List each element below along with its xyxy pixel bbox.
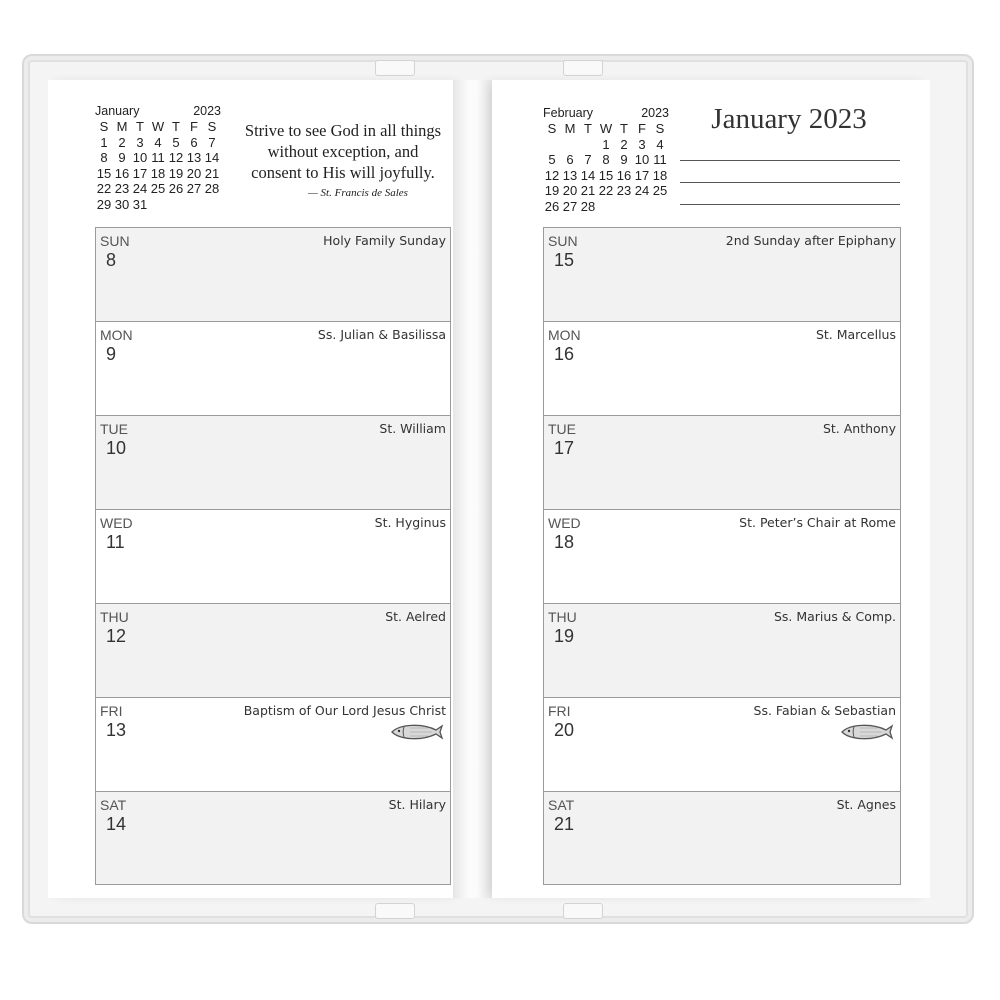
mini-calendar-day[interactable]: 22 [96, 181, 112, 196]
feast-label: St. Hyginus [374, 515, 446, 530]
note-line[interactable] [680, 204, 900, 205]
weekday-header: W [151, 119, 165, 134]
fish-icon [388, 722, 444, 746]
mini-calendar-day[interactable]: 31 [132, 196, 148, 212]
weekday-header: T [620, 121, 628, 136]
feast-label: 2nd Sunday after Epiphany [725, 233, 896, 248]
mini-calendar-day[interactable]: 12 [544, 167, 560, 183]
weekday-header: T [584, 121, 592, 136]
mini-calendar-day[interactable]: 24 [132, 181, 148, 196]
note-line[interactable] [680, 160, 900, 161]
day-name: SAT [548, 797, 575, 813]
mini-calendar-day[interactable]: 30 [114, 196, 130, 212]
cover-tab-left-top [375, 60, 415, 76]
day-row-sat[interactable] [96, 792, 450, 884]
day-number: 14 [106, 814, 127, 834]
cover-tab-left-bottom [375, 903, 415, 919]
mini-calendar-day[interactable]: 3 [136, 134, 144, 150]
mini-calendar-day[interactable]: 18 [652, 167, 668, 183]
mini-calendar-day[interactable]: 28 [204, 181, 220, 196]
mini-calendar-month: February [543, 106, 594, 120]
day-name: WED [548, 515, 581, 531]
feast-label: St. Agnes [836, 797, 896, 812]
feast-label: St. Peter’s Chair at Rome [739, 515, 896, 530]
day-number: 15 [554, 250, 575, 270]
day-name: MON [548, 327, 581, 343]
weekday-header: S [655, 121, 665, 136]
mini-calendar-day[interactable]: 5 [548, 152, 556, 167]
mini-calendar-day[interactable]: 3 [638, 136, 646, 152]
day-number: 17 [554, 438, 575, 458]
mini-calendar-day[interactable]: 27 [562, 198, 578, 214]
mini-calendar-day[interactable]: 19 [168, 165, 184, 181]
empty-cell [561, 137, 579, 153]
day-number: 11 [106, 532, 125, 552]
mini-calendar-day[interactable]: 22 [598, 183, 614, 198]
mini-calendar-day[interactable]: 15 [598, 167, 614, 183]
day-name: MON [100, 327, 133, 343]
day-name: SUN [100, 233, 130, 249]
weekday-header: S [547, 121, 557, 136]
note-line[interactable] [680, 182, 900, 183]
mini-calendar-day[interactable]: 16 [114, 165, 130, 181]
mini-calendar-january [95, 104, 221, 212]
weekday-header: F [190, 119, 198, 134]
mini-calendar-day[interactable]: 24 [634, 183, 650, 198]
feast-label: St. Marcellus [815, 327, 896, 342]
mini-calendar-day[interactable]: 21 [204, 165, 220, 181]
day-name: TUE [548, 421, 576, 437]
mini-calendar-day[interactable]: 10 [634, 152, 650, 167]
empty-cell [579, 137, 597, 153]
mini-calendar-day[interactable]: 23 [114, 181, 130, 196]
mini-calendar-day[interactable]: 2 [118, 134, 126, 150]
feast-label: Ss. Marius & Comp. [773, 609, 896, 624]
planner-spine [453, 80, 492, 898]
mini-calendar-day[interactable]: 2 [620, 136, 628, 152]
day-row-wed[interactable] [544, 510, 900, 604]
day-name: FRI [100, 703, 123, 719]
day-number: 21 [554, 814, 575, 834]
mini-calendar-day[interactable]: 18 [150, 165, 166, 181]
mini-calendar-day[interactable]: 17 [132, 165, 148, 181]
quote-line: consent to His will joyfully. [251, 163, 435, 182]
mini-calendar-year: 2023 [193, 104, 221, 118]
mini-calendar-grid [543, 121, 669, 214]
mini-calendar-grid [95, 119, 221, 212]
mini-calendar-day[interactable]: 7 [208, 134, 216, 150]
day-number: 20 [554, 720, 575, 740]
day-name: SAT [100, 797, 127, 813]
cover-tab-right-bottom [563, 903, 603, 919]
weekday-header: S [99, 119, 109, 134]
weekday-header: M [564, 121, 576, 136]
mini-calendar-day[interactable]: 13 [562, 167, 578, 183]
day-row-tue[interactable] [544, 416, 900, 510]
mini-calendar-day[interactable]: 29 [96, 196, 112, 212]
day-row-thu[interactable] [96, 604, 450, 698]
day-name: WED [100, 515, 133, 531]
weekday-header: T [172, 119, 180, 134]
feast-label: St. Anthony [822, 421, 896, 436]
feast-label: St. William [379, 421, 446, 436]
mini-calendar-day[interactable]: 9 [118, 150, 126, 165]
day-row-fri[interactable] [96, 698, 450, 792]
day-number: 18 [554, 532, 575, 552]
feast-label: Holy Family Sunday [323, 233, 446, 248]
mini-calendar-day[interactable]: 15 [96, 165, 112, 181]
day-number: 13 [106, 720, 127, 740]
mini-calendar-day[interactable]: 11 [653, 152, 667, 167]
feast-label: St. Hilary [388, 797, 446, 812]
mini-calendar-day[interactable]: 14 [204, 150, 220, 165]
mini-calendar-day[interactable]: 25 [652, 183, 668, 198]
mini-calendar-year: 2023 [641, 106, 669, 120]
day-row-mon[interactable] [544, 322, 900, 416]
day-name: THU [100, 609, 129, 625]
mini-calendar-day[interactable]: 25 [150, 181, 166, 196]
day-row-sun[interactable] [544, 228, 900, 322]
mini-calendar-day[interactable]: 12 [168, 150, 184, 165]
weekday-header: S [207, 119, 217, 134]
fish-icon [838, 722, 894, 746]
mini-calendar-day[interactable]: 1 [100, 134, 108, 150]
mini-calendar-day[interactable]: 6 [190, 134, 198, 150]
mini-calendar-day[interactable]: 19 [544, 183, 560, 198]
day-name: FRI [548, 703, 571, 719]
weekday-header: T [136, 119, 144, 134]
feast-label: Baptism of Our Lord Jesus Christ [243, 703, 446, 718]
day-name: THU [548, 609, 577, 625]
mini-calendar-day[interactable]: 11 [151, 150, 165, 165]
day-name: TUE [100, 421, 128, 437]
day-number: 19 [554, 626, 575, 646]
day-row-sat[interactable] [544, 792, 900, 884]
mini-calendar-day[interactable]: 28 [580, 198, 596, 214]
mini-calendar-day[interactable]: 6 [566, 152, 574, 167]
daily-quote [228, 120, 458, 201]
quote-line: Strive to see God in all things [244, 121, 442, 140]
day-row-tue[interactable] [96, 416, 450, 510]
mini-calendar-day[interactable]: 14 [580, 167, 596, 183]
empty-cell [543, 137, 561, 153]
day-number: 9 [106, 344, 117, 364]
week-days-left [95, 227, 451, 885]
mini-calendar-day[interactable]: 27 [186, 181, 202, 196]
mini-calendar-day[interactable]: 20 [186, 165, 202, 181]
cover-tab-right-top [563, 60, 603, 76]
day-number: 16 [554, 344, 575, 364]
day-row-mon[interactable] [96, 322, 450, 416]
mini-calendar-day[interactable]: 23 [616, 183, 632, 198]
weekday-header: W [599, 121, 613, 136]
mini-calendar-day[interactable]: 5 [172, 134, 180, 150]
day-number: 8 [106, 250, 117, 270]
weekday-header: M [116, 119, 128, 134]
mini-calendar-day[interactable]: 1 [602, 136, 610, 152]
day-row-sun[interactable] [96, 228, 450, 322]
mini-calendar-day[interactable]: 26 [168, 181, 184, 196]
feast-label: Ss. Fabian & Sebastian [753, 703, 896, 718]
day-row-wed[interactable] [96, 510, 450, 604]
mini-calendar-day[interactable]: 26 [544, 198, 560, 214]
quote-attribution: — St. Francis de Sales [308, 187, 408, 199]
mini-calendar-day[interactable]: 10 [132, 150, 148, 165]
mini-calendar-day[interactable]: 16 [616, 167, 632, 183]
day-name: SUN [548, 233, 578, 249]
day-number: 10 [106, 438, 127, 458]
day-row-thu[interactable] [544, 604, 900, 698]
day-row-fri[interactable] [544, 698, 900, 792]
mini-calendar-day[interactable]: 4 [656, 136, 664, 152]
mini-calendar-day[interactable]: 17 [634, 167, 650, 183]
weekday-header: F [638, 121, 646, 136]
week-days-right [543, 227, 901, 885]
mini-calendar-day[interactable]: 8 [100, 150, 108, 165]
mini-calendar-month: January [95, 104, 140, 118]
mini-calendar-day[interactable]: 9 [620, 152, 628, 167]
mini-calendar-day[interactable]: 13 [186, 150, 202, 165]
mini-calendar-day[interactable]: 7 [584, 152, 592, 167]
mini-calendar-day[interactable]: 21 [580, 183, 596, 198]
mini-calendar-february [543, 106, 669, 214]
mini-calendar-day[interactable]: 4 [154, 134, 162, 150]
feast-label: Ss. Julian & Basilissa [317, 327, 446, 342]
mini-calendar-day[interactable]: 20 [562, 183, 578, 198]
quote-line: without exception, and [267, 142, 419, 161]
mini-calendar-day[interactable]: 8 [602, 152, 610, 167]
day-number: 12 [106, 626, 127, 646]
feast-label: St. Aelred [385, 609, 446, 624]
page-title: January 2023 [711, 103, 867, 135]
